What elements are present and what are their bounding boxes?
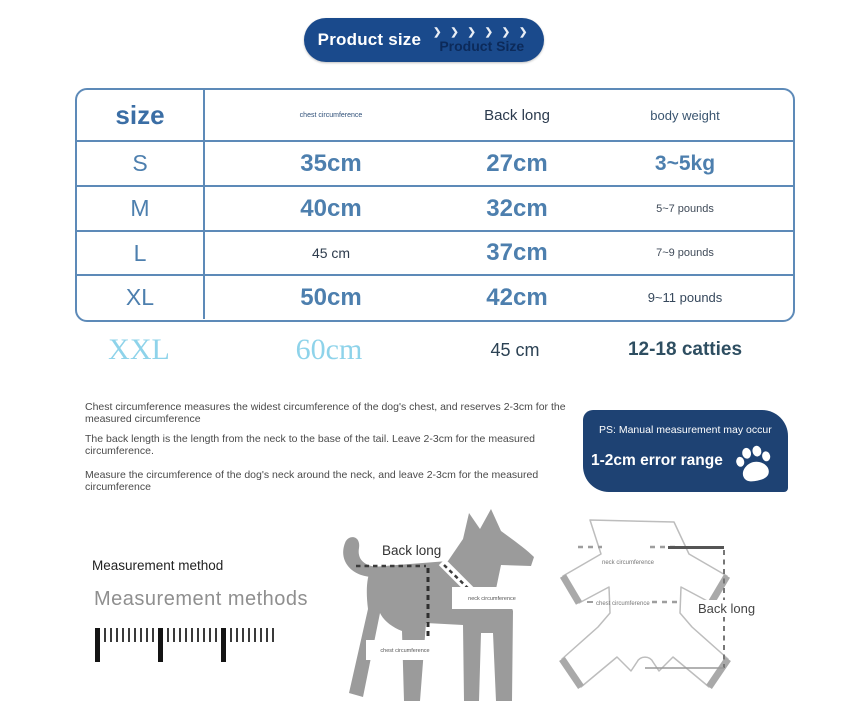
note-neck: Measure the circumference of the dog's neck around the neck, and leave 2-3cm for the measured circumference <box>85 469 539 493</box>
paw-icon <box>730 440 777 487</box>
weight-value: 9~11 pounds <box>647 290 723 305</box>
size-label: XXL <box>108 333 170 366</box>
back-value: 27cm <box>486 149 548 177</box>
ruler-tick <box>167 628 169 642</box>
table-row-s <box>77 140 793 185</box>
banner-subtitle: Product Size <box>439 37 525 54</box>
ruler-tick <box>272 628 274 642</box>
ruler-graphic <box>95 628 274 662</box>
chest-value: 50cm <box>300 283 362 311</box>
ps-line1: PS: Manual measurement may occur <box>599 424 772 436</box>
weight-value: 3~5kg <box>654 151 716 175</box>
garment-chest-label: chest circumference <box>596 601 650 607</box>
table-row-xl <box>77 274 793 319</box>
ruler-tick <box>122 628 124 642</box>
ruler-bar <box>221 628 226 662</box>
ruler-tick <box>116 628 118 642</box>
ruler-tick <box>203 628 205 642</box>
banner-right <box>433 28 530 53</box>
dog-neck-label: neck circumference <box>468 596 516 602</box>
ruler-tick <box>173 628 175 642</box>
back-value: 37cm <box>486 239 548 266</box>
measurement-title: Measurement method <box>92 558 224 573</box>
back-value: 32cm <box>486 194 548 222</box>
garment-neck-label: neck circumference <box>601 560 655 566</box>
ruler-tick <box>215 628 217 642</box>
ps-line2: 1-2cm error range <box>591 452 723 469</box>
col-header-chest: chest circumference <box>299 111 363 119</box>
ruler-tick <box>134 628 136 642</box>
garment-measurement-diagram <box>540 510 760 710</box>
table-row-m <box>77 185 793 230</box>
ruler-tick <box>242 628 244 642</box>
dog-chest-label: chest circumference <box>380 648 430 654</box>
ruler-tick <box>146 628 148 642</box>
dog-measurement-diagram <box>330 505 550 705</box>
ruler-tick <box>128 628 130 642</box>
banner-title: Product size <box>317 30 422 49</box>
size-table <box>75 88 795 322</box>
weight-value: 12-18 catties <box>627 339 743 360</box>
col-header-weight: body weight <box>650 107 720 123</box>
ruler-tick <box>266 628 268 642</box>
ruler-tick <box>191 628 193 642</box>
measurement-subtitle: Measurement methods <box>94 588 309 610</box>
ruler-tick <box>230 628 232 642</box>
ruler-bar <box>95 628 100 662</box>
table-header-row <box>77 90 793 140</box>
dog-back-label: Back long <box>382 543 442 558</box>
size-label: XL <box>77 276 205 319</box>
col-header-size: size <box>77 90 205 140</box>
back-value: 45 cm <box>490 339 540 360</box>
chevron-icons: ❯ ❯ ❯ ❯ ❯ ❯ <box>433 26 531 38</box>
product-size-banner <box>304 18 544 62</box>
ruler-tick <box>152 628 154 642</box>
ruler-tick <box>236 628 238 642</box>
ruler-tick <box>185 628 187 642</box>
table-row-l <box>77 230 793 274</box>
ruler-tick <box>110 628 112 642</box>
ruler-tick <box>254 628 256 642</box>
ruler-tick <box>140 628 142 642</box>
ruler-tick <box>209 628 211 642</box>
size-label: L <box>77 232 205 274</box>
garment-back-label: Back long <box>698 601 756 616</box>
chest-value: 40cm <box>300 194 362 222</box>
size-label: M <box>77 187 205 230</box>
col-header-back: Back long <box>484 106 550 124</box>
table-row-xxl <box>75 328 795 372</box>
note-back: The back length is the length from the neck to the base of the tail. Leave 2-3cm for the measured circumference. <box>85 433 536 457</box>
size-label: S <box>77 142 205 185</box>
chest-value: 60cm <box>295 333 363 366</box>
back-value: 42cm <box>486 283 548 311</box>
ruler-bar <box>158 628 163 662</box>
note-chest: Chest circumference measures the widest circumference of the dog's chest, and reserves 2-3cm for the measured circumference <box>85 401 566 425</box>
ruler-tick <box>260 628 262 642</box>
weight-value: 7~9 pounds <box>656 247 714 259</box>
ruler-tick <box>179 628 181 642</box>
chest-value: 45 cm <box>311 245 351 261</box>
ruler-tick <box>104 628 106 642</box>
weight-value: 5~7 pounds <box>656 202 714 215</box>
ruler-tick <box>248 628 250 642</box>
ruler-tick <box>197 628 199 642</box>
ps-notice-box <box>583 410 788 492</box>
chest-value: 35cm <box>300 149 362 177</box>
